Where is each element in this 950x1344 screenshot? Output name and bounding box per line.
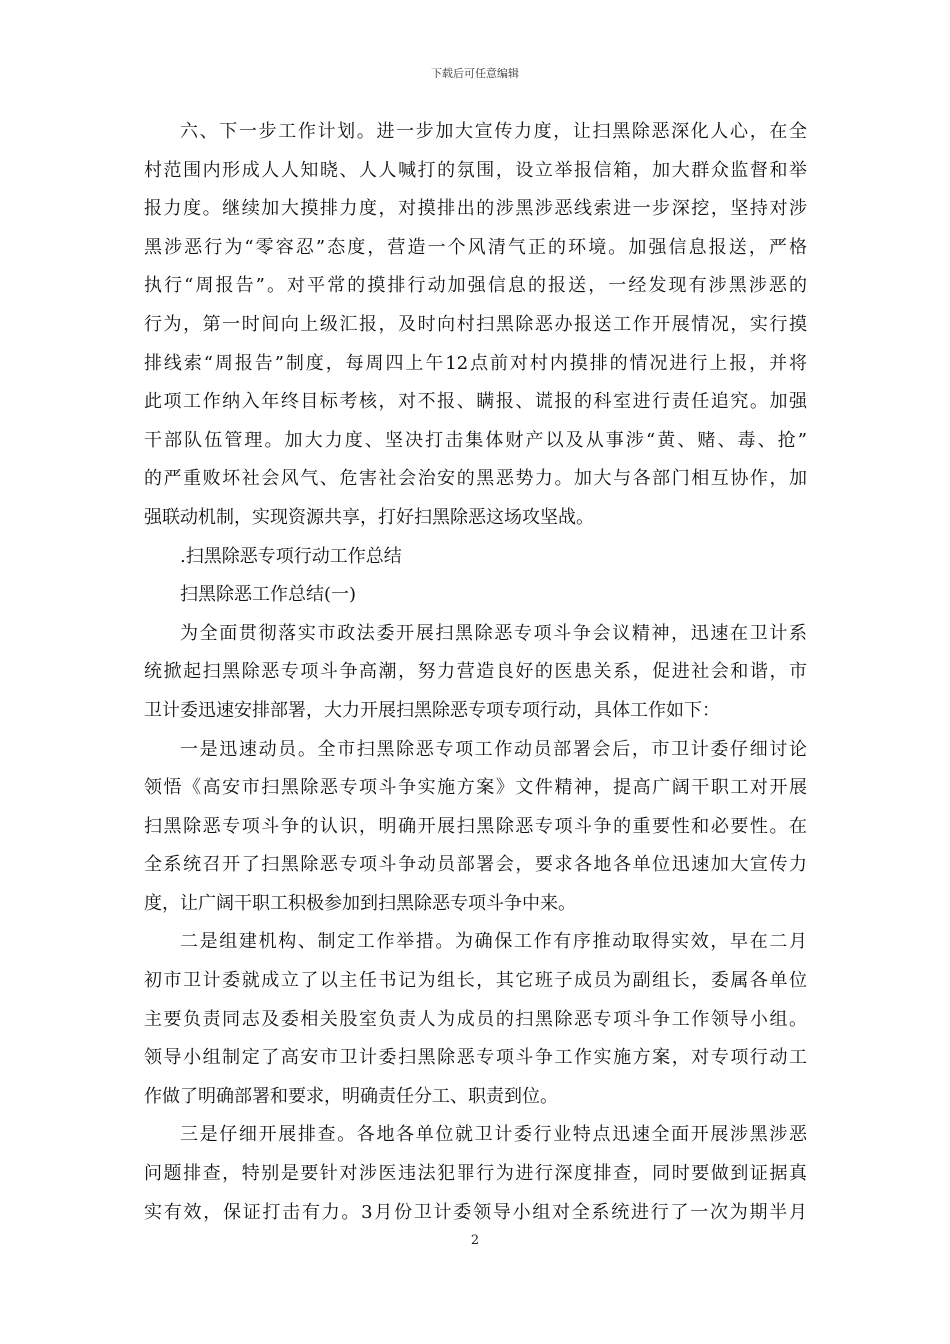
paragraph-line: 干部队伍管理。加大力度、坚决打击集体财产以及从事涉“黄、赌、毒、抢” <box>144 429 807 451</box>
paragraph-line: 此项工作纳入年终目标考核，对不报、瞒报、谎报的科室进行责任追究。加强 <box>144 391 807 413</box>
paragraph-line: 主要负责同志及委相关股室负责人为成员的扫黑除恶专项斗争工作领导小组。 <box>144 1008 807 1030</box>
paragraph-line: 一是迅速动员。全市扫黑除恶专项工作动员部署会后，市卫计委仔细讨论 <box>180 738 807 760</box>
paragraph-line: 三是仔细开展排查。各地各单位就卫计委行业特点迅速全面开展涉黑涉恶 <box>180 1124 807 1146</box>
paragraph-line: 实有效，保证打击有力。3月份卫计委领导小组对全系统进行了一次为期半月 <box>144 1201 807 1223</box>
paragraph-line: 统掀起扫黑除恶专项斗争高潮，努力营造良好的医患关系，促进社会和谐，市 <box>144 661 807 683</box>
page-header: 下载后可任意编辑 <box>431 67 519 80</box>
paragraph-line: 领导小组制定了高安市卫计委扫黑除恶专项斗争工作实施方案，对专项行动工 <box>144 1047 807 1069</box>
paragraph-line: 问题排查，特别是要针对涉医违法犯罪行为进行深度排查，同时要做到证据真 <box>144 1163 807 1185</box>
paragraph-line: 作做了明确部署和要求，明确责任分工、职责到位。 <box>144 1085 558 1107</box>
paragraph-line: 村范围内形成人人知晓、人人喊打的氛围，设立举报信箱，加大群众监督和举 <box>144 159 807 181</box>
subsection-heading: 扫黑除恶工作总结(一) <box>180 584 357 606</box>
paragraph-line: 排线索“周报告”制度，每周四上午12点前对村内摸排的情况进行上报，并将 <box>144 352 807 374</box>
paragraph-line: 黑涉恶行为“零容忍”态度，营造一个风清气正的环境。加强信息报送，严格 <box>144 236 807 258</box>
paragraph-line: 卫计委迅速安排部署，大力开展扫黑除恶专项专项行动，具体工作如下： <box>144 699 720 721</box>
paragraph-line: 初市卫计委就成立了以主任书记为组长，其它班子成员为副组长，委属各单位 <box>144 970 807 992</box>
paragraph-line: 度，让广阔干职工积极参加到扫黑除恶专项斗争中来。 <box>144 892 576 914</box>
document-body <box>144 113 807 1232</box>
section-heading: .扫黑除恶专项行动工作总结 <box>180 545 402 567</box>
paragraph-line: 执行“周报告”。对平常的摸排行动加强信息的报送，一经发现有涉黑涉恶的 <box>144 275 807 297</box>
paragraph-line: 领悟《高安市扫黑除恶专项斗争实施方案》文件精神，提高广阔干职工对开展 <box>144 777 807 799</box>
paragraph-line: 行为，第一时间向上级汇报，及时向村扫黑除恶办报送工作开展情况，实行摸 <box>144 313 807 335</box>
paragraph-line: 二是组建机构、制定工作举措。为确保工作有序推动取得实效，早在二月 <box>180 931 807 953</box>
paragraph-line: 全系统召开了扫黑除恶专项斗争动员部署会，要求各地各单位迅速加大宣传力 <box>144 854 807 876</box>
paragraph-line: 六、下一步工作计划。进一步加大宣传力度，让扫黑除恶深化人心，在全 <box>180 121 807 142</box>
paragraph-line: 的严重败坏社会风气、危害社会治安的黑恶势力。加大与各部门相互协作，加 <box>144 468 807 490</box>
page-number: 2 <box>470 1233 480 1248</box>
paragraph-line: 为全面贯彻落实市政法委开展扫黑除恶专项斗争会议精神，迅速在卫计系 <box>180 622 807 644</box>
paragraph-line: 扫黑除恶专项斗争的认识，明确开展扫黑除恶专项斗争的重要性和必要性。在 <box>144 815 807 837</box>
paragraph-line: 强联动机制，实现资源共享，打好扫黑除恶这场攻坚战。 <box>144 506 594 528</box>
paragraph-line: 报力度。继续加大摸排力度，对摸排出的涉黑涉恶线索进一步深挖，坚持对涉 <box>144 198 807 220</box>
